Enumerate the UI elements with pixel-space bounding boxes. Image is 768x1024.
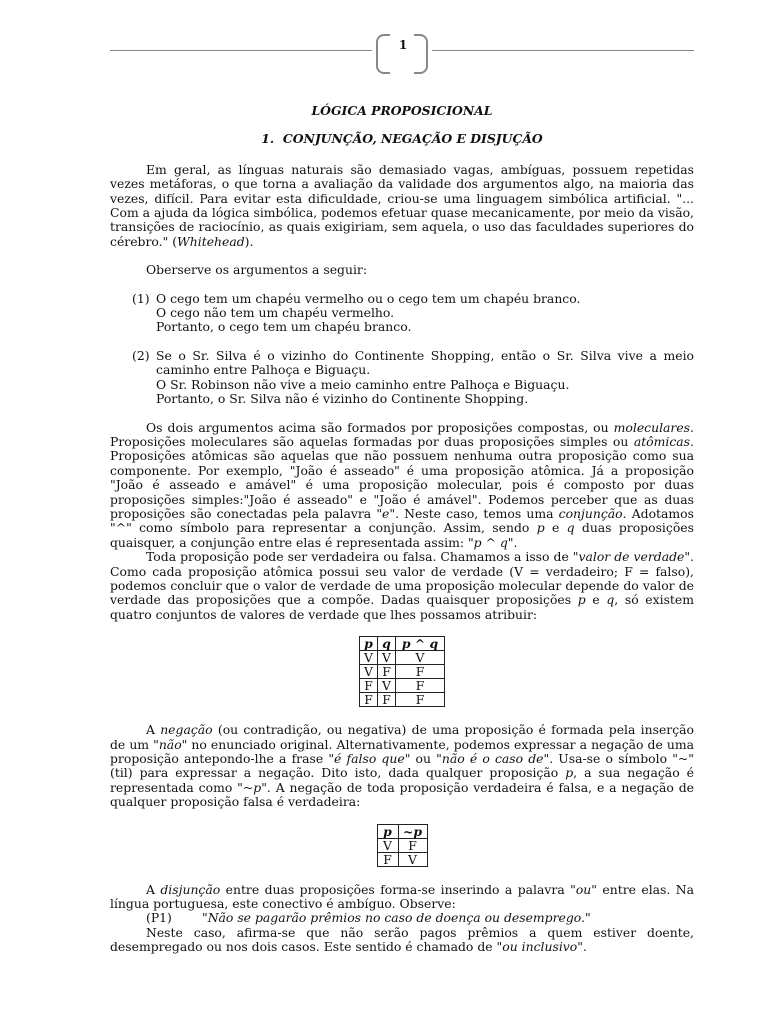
table-cell: V <box>360 665 378 679</box>
table-cell: V <box>378 651 396 665</box>
term-e-falso-que: é falso que <box>334 751 405 766</box>
argument-line: Se o Sr. Silva é o vizinho do Continente Shopping, então o Sr. Silva vive a meio caminho entre Palhoça e Biguaçu. <box>156 347 694 378</box>
truth-paragraph <box>110 550 694 622</box>
term-nao-e-o-caso-de: não é o caso de <box>441 751 544 766</box>
table-header: ~p <box>398 824 427 838</box>
term-valor-de-verdade: valor de verdade <box>578 549 685 565</box>
argument-number: (2) <box>132 347 150 363</box>
table-cell: F <box>378 665 396 679</box>
term-atomicas: atômicas <box>633 433 691 449</box>
header-rule-right <box>432 50 694 51</box>
term-ou-inclusivo: ou inclusivo <box>502 939 578 955</box>
text-run: e <box>585 592 607 608</box>
var-p: p <box>565 765 574 781</box>
text-run: Neste caso, afirma-se que não serão pagos prêmios a quem estiver doente, desempregado ou nos dois casos. Este sentido é chamado de " <box>110 924 694 955</box>
text-run: entre duas proposições forma-se inserindo a palavra " <box>220 881 576 897</box>
term-conjuncao: conjunção <box>558 505 623 521</box>
table-cell: F <box>396 665 445 679</box>
section-heading <box>110 132 694 146</box>
conjunction-truth-table <box>359 636 445 707</box>
text-run: (ou contradição, ou negativa) de uma proposição é formada pela inserção de um " <box>110 722 694 752</box>
table-cell: V <box>378 679 396 693</box>
page-header <box>110 28 694 74</box>
expr-not-p: ~p <box>242 779 262 795</box>
table-cell: V <box>396 651 445 665</box>
term-negacao: negação <box>160 722 213 738</box>
negation-truth-table <box>377 824 428 867</box>
argument-line: O Sr. Robinson não vive a meio caminho entre Palhoça e Biguaçu. <box>156 376 570 392</box>
text-run: ". <box>507 534 518 550</box>
disjunction-explanation <box>110 926 694 955</box>
intro-text: Em geral, as línguas naturais são demasiado vagas, ambíguas, possuem repetidas vezes metáforas, o que torna a avaliação da validade dos argumentos algo, na maioria das vezes, difícil. Para evitar esta dificuldade, criou-se uma linguagem simbólica artificial. "... Com a ajuda da lógica simbólica, podemos efetuar quase mecanicamente, por meio da visão, transições de raciocínio, as quais exigiriam, sem aquela, o uso das faculdades superiores do cérebro." ( <box>110 161 694 249</box>
intro-close: ). <box>244 233 254 249</box>
table-cell: V <box>398 852 427 866</box>
text-run: e <box>544 520 567 536</box>
table-header-row <box>377 824 427 838</box>
argument-line: O cego tem um chapéu vermelho ou o cego tem um chapéu branco. <box>156 290 581 306</box>
text-run: ". Usa-se o símbolo "~" (til) para expressar a negação. Dito isto, dada qualquer proposição <box>110 751 694 781</box>
table-header: p <box>377 824 398 838</box>
argument-number: (1) <box>132 290 150 306</box>
example-p1 <box>110 911 694 925</box>
var-q: q <box>566 520 575 536</box>
table-header: p ^ q <box>396 637 445 651</box>
argument-line: Portanto, o cego tem um chapéu branco. <box>156 319 412 335</box>
table-cell: F <box>360 693 378 707</box>
term-ou: ou <box>575 881 592 897</box>
expr-p-and-q: p ^ q <box>473 534 508 550</box>
example-text: "Não se pagarão prêmios no caso de doença ou desemprego." <box>202 910 591 926</box>
example-label: (P1) <box>146 910 172 926</box>
text-run: ". A negação de toda proposição verdadeira é falsa, e a negação de qualquer proposição falsa é verdadeira: <box>110 779 694 810</box>
table-cell: F <box>396 693 445 707</box>
table-cell: F <box>377 852 398 866</box>
argument-line: Portanto, o Sr. Silva não é vizinho do Continente Shopping. <box>156 391 529 407</box>
table-row <box>377 852 427 866</box>
header-bracket-right <box>414 34 428 74</box>
text-run: A <box>146 722 161 738</box>
text-run: Os dois argumentos acima são formados por proposições compostas, ou <box>146 419 614 435</box>
intro-paragraph <box>110 163 694 249</box>
document-body <box>110 104 694 955</box>
term-nao: não <box>158 736 182 752</box>
text-run: ". Neste caso, temos uma <box>389 505 559 521</box>
text-run: Toda proposição pode ser verdadeira ou falsa. Chamamos a isso de " <box>146 549 579 565</box>
argument-line: O cego não tem um chapéu vermelho. <box>156 305 395 321</box>
term-moleculares: moleculares <box>613 419 691 435</box>
text-run: , só existem quatro conjuntos de valores de verdade que lhes possamos atribuir: <box>110 592 694 622</box>
negation-paragraph <box>110 723 694 809</box>
var-q: q <box>606 592 615 608</box>
table-row <box>377 838 427 852</box>
text-run: ". Como cada proposição atômica possui seu valor de verdade (V = verdadeiro; F = falso), podemos concluir que o valor de verdade de uma proposição molecular depende do valor de verdade das proposições que a compõe. Dadas quaisquer proposições <box>110 549 694 608</box>
var-p: p <box>577 592 586 608</box>
text-run: duas proposições quaisquer, a conjunção entre elas é representada assim: " <box>110 520 694 550</box>
molecular-paragraph <box>110 421 694 551</box>
observe-paragraph: Oberserve os argumentos a seguir: <box>146 262 367 278</box>
table-cell: V <box>360 651 378 665</box>
table-header-row <box>360 637 445 651</box>
document-title: LÓGICA PROPOSICIONAL <box>311 103 493 118</box>
text-run: . Proposições atômicas são aquelas que não possuem nenhuma outra proposição como sua componente. Por exemplo, "João é asseado" é uma proposição atômica. Já a proposição "João é asseado e amável" é uma proposição molecular, pois é composto por duas proposições simples:"João é asseado" e "João é amável". Podemos perceber que as duas proposições são conectadas pela palavra " <box>110 433 694 521</box>
header-rule-left <box>110 50 372 51</box>
disjunction-paragraph <box>110 883 694 912</box>
table-row <box>360 651 445 665</box>
text-run: . Adotamos "^" como símbolo para representar a conjunção. Assim, sendo <box>110 505 694 536</box>
text-run: , a sua negação é representada como " <box>110 765 694 795</box>
table-cell: F <box>378 693 396 707</box>
text-run: . Proposições moleculares são aquelas formadas por duas proposições simples ou <box>110 419 694 449</box>
term-disjuncao: disjunção <box>160 881 221 897</box>
text-run: ". <box>577 939 587 955</box>
table-row <box>360 679 445 693</box>
table-header: p <box>360 637 378 651</box>
table-row <box>360 665 445 679</box>
argument-2 <box>110 349 694 407</box>
intro-author: Whitehead <box>177 233 245 249</box>
var-p: p <box>536 520 545 536</box>
table-cell: F <box>398 838 427 852</box>
argument-1 <box>110 292 694 335</box>
term-e: e <box>382 505 390 521</box>
text-run: " no enunciado original. Alternativamente, podemos expressar a negação de uma proposição antepondo-lhe a frase " <box>110 736 694 766</box>
page-number: 1 <box>398 38 408 52</box>
table-header: q <box>378 637 396 651</box>
section-title: CONJUNÇÃO, NEGAÇÃO E DISJUÇÃO <box>282 131 543 147</box>
table-cell: F <box>396 679 445 693</box>
text-run: A <box>146 881 161 897</box>
table-cell: V <box>377 838 398 852</box>
table-cell: F <box>360 679 378 693</box>
table-row <box>360 693 445 707</box>
header-bracket-left <box>376 34 390 74</box>
text-run: " ou " <box>404 751 442 766</box>
text-run: " entre elas. Na língua portuguesa, este conectivo é ambíguo. Observe: <box>110 881 694 912</box>
section-number: 1. <box>261 131 275 147</box>
